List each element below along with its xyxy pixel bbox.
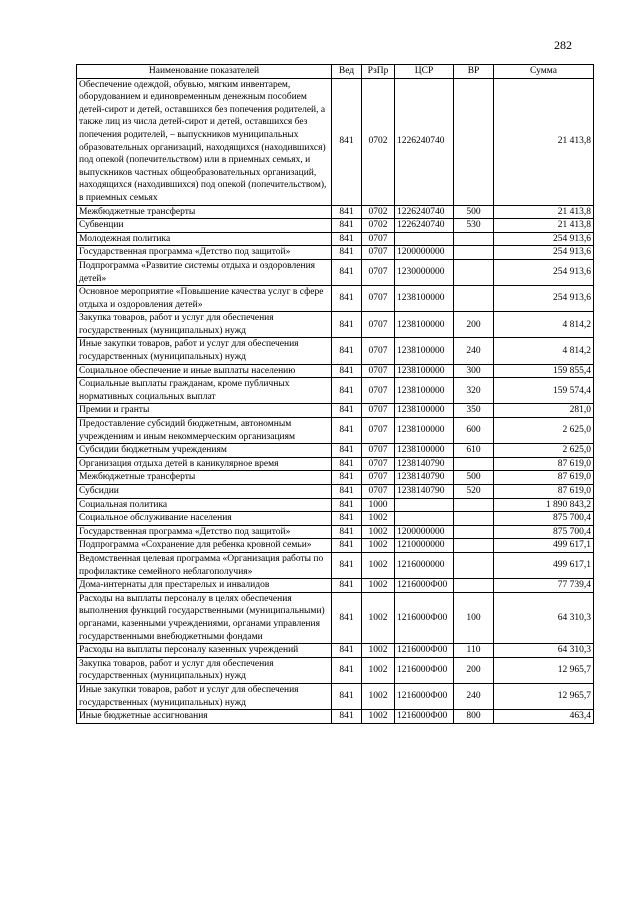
cell-ved: 841 — [332, 418, 362, 444]
cell-rzpr: 0707 — [362, 444, 395, 458]
cell-vr: 110 — [454, 644, 494, 658]
cell-name: Дома-интернаты для престарелых и инвалидов — [77, 579, 332, 593]
header-rzpr: РзПр — [362, 65, 395, 79]
cell-vr: 350 — [454, 404, 494, 418]
cell-name: Организация отдыха детей в каникулярное время — [77, 457, 332, 471]
table-row — [77, 312, 594, 338]
table-row — [77, 657, 594, 683]
table-row — [77, 444, 594, 458]
cell-sum: 4 814,2 — [494, 312, 594, 338]
cell-ved: 841 — [332, 286, 362, 312]
cell-ved: 841 — [332, 232, 362, 246]
cell-csr — [395, 498, 454, 512]
cell-rzpr: 1002 — [362, 579, 395, 593]
cell-vr: 800 — [454, 710, 494, 724]
cell-ved: 841 — [332, 657, 362, 683]
cell-ved: 841 — [332, 259, 362, 285]
cell-rzpr: 1000 — [362, 498, 395, 512]
cell-name: Премии и гранты — [77, 404, 332, 418]
cell-ved: 841 — [332, 444, 362, 458]
cell-sum: 87 619,0 — [494, 471, 594, 485]
cell-rzpr: 0707 — [362, 232, 395, 246]
cell-ved: 841 — [332, 205, 362, 219]
cell-rzpr: 1002 — [362, 512, 395, 526]
cell-csr: 1216000Ф00 — [395, 683, 454, 709]
cell-sum: 875 700,4 — [494, 525, 594, 539]
cell-name: Государственная программа «Детство под защитой» — [77, 246, 332, 260]
cell-rzpr: 1002 — [362, 552, 395, 578]
cell-vr: 600 — [454, 418, 494, 444]
table-row — [77, 579, 594, 593]
cell-name: Молодежная политика — [77, 232, 332, 246]
table-row — [77, 683, 594, 709]
cell-sum: 499 617,1 — [494, 539, 594, 553]
cell-name: Межбюджетные трансферты — [77, 205, 332, 219]
cell-sum: 12 965,7 — [494, 683, 594, 709]
cell-sum: 159 855,4 — [494, 364, 594, 378]
cell-csr: 1200000000 — [395, 246, 454, 260]
table-row — [77, 418, 594, 444]
cell-csr: 1210000000 — [395, 539, 454, 553]
cell-name: Иные закупки товаров, работ и услуг для обеспечения государственных (муниципальных) нужд — [77, 338, 332, 364]
header-sum: Сумма — [494, 65, 594, 79]
cell-csr: 1226240740 — [395, 205, 454, 219]
cell-rzpr: 0707 — [362, 418, 395, 444]
cell-ved: 841 — [332, 471, 362, 485]
cell-ved: 841 — [332, 710, 362, 724]
cell-ved: 841 — [332, 512, 362, 526]
cell-vr: 520 — [454, 485, 494, 499]
cell-name: Закупка товаров, работ и услуг для обеспечения государственных (муниципальных) нужд — [77, 312, 332, 338]
table-row — [77, 404, 594, 418]
cell-rzpr: 0702 — [362, 78, 395, 205]
cell-ved: 841 — [332, 539, 362, 553]
cell-rzpr: 0707 — [362, 364, 395, 378]
header-name: Наименование показателей — [77, 65, 332, 79]
cell-csr: 1216000Ф00 — [395, 592, 454, 643]
cell-csr: 1230000000 — [395, 259, 454, 285]
cell-ved: 841 — [332, 683, 362, 709]
cell-name: Подпрограмма «Сохранение для ребенка кровной семьи» — [77, 539, 332, 553]
cell-sum: 64 310,3 — [494, 592, 594, 643]
cell-sum: 254 913,6 — [494, 232, 594, 246]
cell-vr: 200 — [454, 657, 494, 683]
cell-vr — [454, 457, 494, 471]
cell-csr: 1238100000 — [395, 286, 454, 312]
cell-sum: 254 913,6 — [494, 259, 594, 285]
table-header-row — [77, 65, 594, 79]
page-number: 282 — [554, 38, 572, 52]
cell-sum: 281,0 — [494, 404, 594, 418]
cell-name: Субвенции — [77, 219, 332, 233]
cell-name: Закупка товаров, работ и услуг для обеспечения государственных (муниципальных) нужд — [77, 657, 332, 683]
cell-ved: 841 — [332, 78, 362, 205]
table-row — [77, 246, 594, 260]
header-csr: ЦСР — [395, 65, 454, 79]
cell-sum: 77 739,4 — [494, 579, 594, 593]
cell-name: Социальное обслуживание населения — [77, 512, 332, 526]
cell-sum: 254 913,6 — [494, 286, 594, 312]
table-body — [77, 78, 594, 723]
cell-sum: 254 913,6 — [494, 246, 594, 260]
cell-name: Предоставление субсидий бюджетным, автономным учреждениям и иным некоммерческим организациям — [77, 418, 332, 444]
table-row — [77, 219, 594, 233]
cell-rzpr: 0707 — [362, 259, 395, 285]
cell-name: Основное мероприятие «Повышение качества услуг в сфере отдыха и оздоровления детей» — [77, 286, 332, 312]
cell-csr: 1238140790 — [395, 485, 454, 499]
cell-vr: 530 — [454, 219, 494, 233]
cell-rzpr: 0707 — [362, 485, 395, 499]
cell-csr: 1216000Ф00 — [395, 657, 454, 683]
cell-sum: 87 619,0 — [494, 485, 594, 499]
cell-name: Обеспечение одеждой, обувью, мягким инвентарем, оборудованием и единовременным денежным пособием детей-сирот и детей, оставшихся без попечения родителей, а также лиц из числа детей-сирот и детей, оставшихся без попечения родителей, – выпускников муниципальных образовательных организаций, находящихся (находившихся) под опекой (попечительством) или в приемных семьях, и выпускников частных общеобразовательных организаций, находящихся (находившихся) под опекой (попечительством), в приемных семьях — [77, 78, 332, 205]
cell-name: Межбюджетные трансферты — [77, 471, 332, 485]
table-row — [77, 552, 594, 578]
cell-ved: 841 — [332, 457, 362, 471]
cell-name: Социальные выплаты гражданам, кроме публичных нормативных социальных выплат — [77, 378, 332, 404]
cell-ved: 841 — [332, 525, 362, 539]
cell-vr — [454, 579, 494, 593]
cell-vr: 240 — [454, 338, 494, 364]
table-row — [77, 378, 594, 404]
cell-ved: 841 — [332, 552, 362, 578]
cell-sum: 21 413,8 — [494, 205, 594, 219]
cell-name: Социальное обеспечение и иные выплаты населению — [77, 364, 332, 378]
cell-vr — [454, 246, 494, 260]
cell-rzpr: 1002 — [362, 644, 395, 658]
table-row — [77, 512, 594, 526]
cell-name: Подпрограмма «Развитие системы отдыха и оздоровления детей» — [77, 259, 332, 285]
cell-rzpr: 1002 — [362, 657, 395, 683]
cell-rzpr: 1002 — [362, 683, 395, 709]
cell-ved: 841 — [332, 378, 362, 404]
cell-rzpr: 0707 — [362, 378, 395, 404]
cell-ved: 841 — [332, 338, 362, 364]
table-row — [77, 364, 594, 378]
cell-rzpr: 0707 — [362, 312, 395, 338]
cell-csr: 1216000Ф00 — [395, 644, 454, 658]
table-row — [77, 286, 594, 312]
table-row — [77, 259, 594, 285]
cell-vr: 320 — [454, 378, 494, 404]
cell-vr — [454, 525, 494, 539]
cell-name: Субсидии — [77, 485, 332, 499]
cell-vr — [454, 498, 494, 512]
cell-vr: 100 — [454, 592, 494, 643]
cell-name: Социальная политика — [77, 498, 332, 512]
cell-rzpr: 0707 — [362, 246, 395, 260]
cell-vr: 300 — [454, 364, 494, 378]
cell-vr — [454, 512, 494, 526]
cell-csr — [395, 512, 454, 526]
cell-csr: 1216000000 — [395, 552, 454, 578]
cell-sum: 2 625,0 — [494, 418, 594, 444]
cell-ved: 841 — [332, 592, 362, 643]
cell-sum: 1 890 843,2 — [494, 498, 594, 512]
cell-vr — [454, 286, 494, 312]
cell-rzpr: 1002 — [362, 592, 395, 643]
table-row — [77, 592, 594, 643]
cell-name: Ведомственная целевая программа «Организация работы по профилактике семейного неблагополучия» — [77, 552, 332, 578]
cell-vr: 200 — [454, 312, 494, 338]
cell-ved: 841 — [332, 498, 362, 512]
table-row — [77, 539, 594, 553]
cell-rzpr: 1002 — [362, 525, 395, 539]
cell-ved: 841 — [332, 364, 362, 378]
cell-csr: 1238100000 — [395, 338, 454, 364]
cell-csr — [395, 232, 454, 246]
table-row — [77, 525, 594, 539]
cell-vr: 240 — [454, 683, 494, 709]
cell-csr: 1216000Ф00 — [395, 579, 454, 593]
cell-ved: 841 — [332, 312, 362, 338]
cell-csr: 1200000000 — [395, 525, 454, 539]
cell-rzpr: 0702 — [362, 205, 395, 219]
cell-vr — [454, 232, 494, 246]
cell-name: Иные бюджетные ассигнования — [77, 710, 332, 724]
cell-rzpr: 0707 — [362, 286, 395, 312]
header-vr: ВР — [454, 65, 494, 79]
cell-csr: 1238100000 — [395, 378, 454, 404]
cell-csr: 1238140790 — [395, 457, 454, 471]
cell-sum: 159 574,4 — [494, 378, 594, 404]
cell-sum: 21 413,8 — [494, 219, 594, 233]
cell-vr — [454, 259, 494, 285]
cell-ved: 841 — [332, 404, 362, 418]
cell-csr: 1238100000 — [395, 444, 454, 458]
cell-sum: 4 814,2 — [494, 338, 594, 364]
cell-sum: 875 700,4 — [494, 512, 594, 526]
table-row — [77, 710, 594, 724]
cell-sum: 463,4 — [494, 710, 594, 724]
cell-vr: 500 — [454, 205, 494, 219]
cell-name: Расходы на выплаты персоналу казенных учреждений — [77, 644, 332, 658]
cell-csr: 1216000Ф00 — [395, 710, 454, 724]
cell-csr: 1238100000 — [395, 312, 454, 338]
cell-sum: 2 625,0 — [494, 444, 594, 458]
cell-rzpr: 0707 — [362, 471, 395, 485]
cell-csr: 1238100000 — [395, 418, 454, 444]
table-row — [77, 232, 594, 246]
cell-name: Государственная программа «Детство под защитой» — [77, 525, 332, 539]
cell-rzpr: 0707 — [362, 338, 395, 364]
cell-csr: 1238100000 — [395, 364, 454, 378]
cell-name: Расходы на выплаты персоналу в целях обеспечения выполнения функций государственными (муниципальными) органами, казенными учреждениями, органами управления государственными внебюджетными фондами — [77, 592, 332, 643]
cell-rzpr: 0702 — [362, 219, 395, 233]
cell-csr: 1238140790 — [395, 471, 454, 485]
cell-vr: 610 — [454, 444, 494, 458]
cell-ved: 841 — [332, 246, 362, 260]
cell-vr — [454, 552, 494, 578]
table-row — [77, 471, 594, 485]
cell-sum: 21 413,8 — [494, 78, 594, 205]
table-row — [77, 205, 594, 219]
cell-ved: 841 — [332, 579, 362, 593]
cell-vr — [454, 78, 494, 205]
cell-sum: 64 310,3 — [494, 644, 594, 658]
cell-ved: 841 — [332, 485, 362, 499]
table-row — [77, 644, 594, 658]
cell-name: Субсидии бюджетным учреждениям — [77, 444, 332, 458]
table-row — [77, 78, 594, 205]
cell-vr — [454, 539, 494, 553]
cell-name: Иные закупки товаров, работ и услуг для обеспечения государственных (муниципальных) нужд — [77, 683, 332, 709]
cell-rzpr: 1002 — [362, 710, 395, 724]
cell-csr: 1226240740 — [395, 78, 454, 205]
budget-table — [76, 64, 594, 724]
cell-sum: 87 619,0 — [494, 457, 594, 471]
table-row — [77, 338, 594, 364]
table-row — [77, 485, 594, 499]
cell-ved: 841 — [332, 644, 362, 658]
cell-csr: 1226240740 — [395, 219, 454, 233]
table-row — [77, 457, 594, 471]
cell-rzpr: 0707 — [362, 404, 395, 418]
cell-vr: 500 — [454, 471, 494, 485]
cell-rzpr: 0707 — [362, 457, 395, 471]
cell-rzpr: 1002 — [362, 539, 395, 553]
cell-sum: 499 617,1 — [494, 552, 594, 578]
header-ved: Вед — [332, 65, 362, 79]
table-row — [77, 498, 594, 512]
cell-ved: 841 — [332, 219, 362, 233]
cell-sum: 12 965,7 — [494, 657, 594, 683]
cell-csr: 1238100000 — [395, 404, 454, 418]
